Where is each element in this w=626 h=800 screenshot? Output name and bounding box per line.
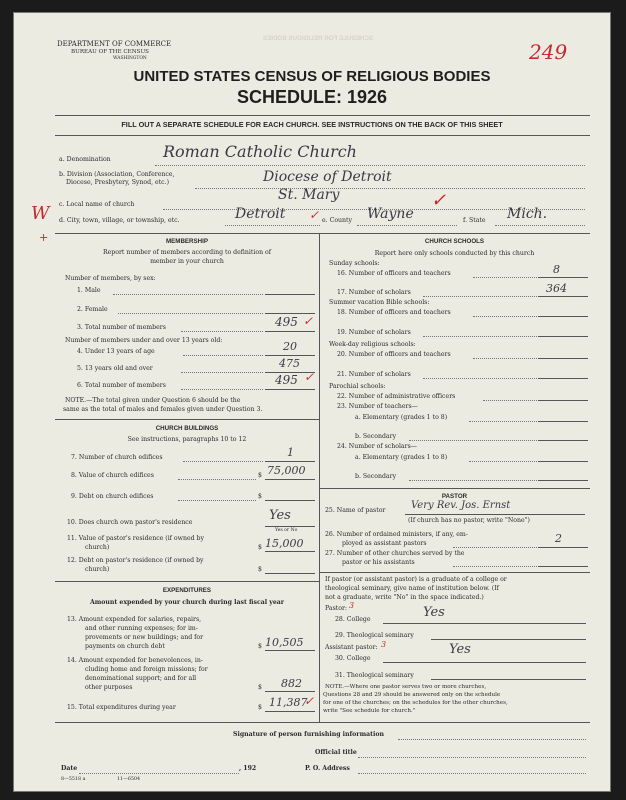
schools-heading: CHURCH SCHOOLS — [424, 238, 485, 245]
under-over-label: Number of members under and over 13 years old: — [65, 337, 223, 344]
assistant-mark: 3 — [381, 640, 387, 649]
q13-value[interactable]: 10,505 — [265, 636, 304, 649]
bureau-label: BUREAU OF THE CENSUS — [71, 49, 150, 55]
q29-label: 29. Theological seminary — [335, 632, 414, 639]
membership-heading: MEMBERSHIP — [166, 238, 208, 245]
q11-label-1: 11. Value of pastor's residence (if owned by — [67, 535, 204, 542]
q3-value[interactable]: 495 — [275, 315, 298, 329]
division-label-1: b. Division (Association, Conference, — [59, 171, 175, 178]
q10-value[interactable]: Yes — [269, 508, 291, 523]
q28-label: 28. College — [335, 616, 371, 623]
dept-label: DEPARTMENT OF COMMERCE — [57, 40, 172, 48]
q27-label-2: pastor or his assistants — [342, 559, 415, 566]
q4-label: 4. Under 13 years of age — [77, 348, 155, 355]
assistant-sub-label: Assistant pastor: — [325, 644, 378, 651]
q15-label: 15. Total expenditures during year — [67, 704, 176, 711]
grad-note-3: not a graduate, write "No" in the space indicated.) — [325, 594, 484, 601]
state-label: f. State — [463, 217, 486, 224]
q19-label: 19. Number of scholars — [337, 329, 411, 336]
official-title-label: Official title — [315, 749, 357, 756]
q27-label-1: 27. Number of other churches served by the — [325, 550, 465, 557]
q20-label: 20. Number of officers and teachers — [337, 351, 451, 358]
pastor-note-1: NOTE.—Where one pastor serves two or more churches, — [325, 684, 487, 690]
q14-label-2: cluding home and foreign missions; for — [85, 666, 208, 673]
city-label: d. City, town, village, or township, etc. — [59, 217, 180, 224]
q3-label: 3. Total number of members — [77, 324, 166, 331]
q16-label: 16. Number of officers and teachers — [337, 270, 451, 277]
membership-note-1: NOTE.—The total given under Question 6 should be the — [65, 397, 241, 404]
q2-label: 2. Female — [77, 306, 108, 313]
q30-label: 30. College — [335, 655, 371, 662]
expenditures-heading: EXPENDITURES — [162, 587, 212, 594]
date-label: Date — [61, 765, 78, 772]
denomination-value[interactable]: Roman Catholic Church — [163, 142, 357, 161]
form-number: 8—5518 a — [61, 777, 86, 782]
q15-check: ✓ — [304, 694, 315, 708]
q9-dollar: $ — [258, 493, 262, 500]
city-check: ✓ — [309, 208, 320, 222]
pastor-sub-label: Pastor: — [325, 605, 348, 612]
local-name-value[interactable]: St. Mary — [278, 187, 340, 203]
q13-dollar: $ — [258, 643, 262, 650]
q18-label: 18. Number of officers and teachers — [337, 309, 451, 316]
q14-label-4: other purposes — [85, 684, 133, 691]
q17-value[interactable]: 364 — [546, 282, 567, 295]
q25-hint: (If church has no pastor, write "None") — [408, 517, 530, 524]
membership-intro-2: member in your church — [150, 258, 224, 265]
denomination-label: a. Denomination — [59, 156, 111, 163]
q12-label-1: 12. Debt on pastor's residence (if owned by — [67, 557, 204, 564]
q4-value[interactable]: 20 — [283, 340, 297, 353]
q26-value[interactable]: 2 — [555, 532, 562, 545]
q13-label-3: provements or new buildings; and for — [85, 634, 204, 641]
q25-value[interactable]: Very Rev. Jos. Ernst — [411, 500, 511, 511]
buildings-heading: CHURCH BUILDINGS — [155, 425, 219, 432]
q22-label: 22. Number of administrative officers — [337, 393, 456, 400]
signature-label: Signature of person furnishing information — [233, 731, 384, 738]
q26-label-2: ployed as assistant pastors — [342, 540, 427, 547]
vacation-label: Summer vacation Bible schools: — [329, 299, 430, 306]
q31-label: 31. Theological seminary — [335, 672, 414, 679]
q14-dollar: $ — [258, 684, 262, 691]
census-schedule-form — [13, 12, 611, 792]
pastor-note-3: for one of the churches; on the schedules for the other churches, — [323, 700, 508, 706]
buildings-intro: See instructions, paragraphs 10 to 12 — [127, 436, 247, 443]
q5-value[interactable]: 475 — [279, 357, 300, 370]
q1-label: 1. Male — [77, 287, 101, 294]
q24-elementary-label: a. Elementary (grades 1 to 8) — [355, 454, 448, 461]
grad-note-1: If pastor (or assistant pastor) is a graduate of a college or — [325, 576, 507, 583]
q3-check: ✓ — [303, 314, 314, 328]
q11-label-2: church) — [85, 544, 110, 551]
schools-intro: Report here only schools conducted by this church — [374, 250, 535, 257]
q6-value[interactable]: 495 — [275, 373, 298, 387]
q25-label: 25. Name of pastor — [325, 507, 386, 514]
q14-label-3: denominational support; and for all — [85, 675, 197, 682]
division-value[interactable]: Diocese of Detroit — [263, 169, 392, 185]
grad-note-2: theological seminary, give name of institution below. (If — [325, 585, 499, 592]
q28-value[interactable]: Yes — [423, 605, 445, 620]
q11-dollar: $ — [258, 544, 262, 551]
margin-mark-w: W — [31, 203, 50, 224]
q5-label: 5. 13 years old and over — [77, 365, 153, 372]
city-label: WASHINGTON — [113, 56, 147, 61]
q6-check: ✓ — [304, 370, 315, 384]
pastor-note-2: Questions 28 and 29 should be answered only on the schedule — [323, 692, 501, 698]
q24-secondary-label: b. Secondary — [355, 473, 397, 480]
division-label-2: Diocese, Presbytery, Synod, etc.) — [66, 179, 170, 186]
q9-label: 9. Debt on church edifices — [71, 493, 154, 500]
page-number: 249 — [529, 40, 568, 64]
expenditures-intro: Amount expended by your church during last fiscal year — [89, 599, 285, 606]
pastor-heading: PASTOR — [441, 493, 468, 500]
q8-label: 8. Value of church edifices — [71, 472, 154, 479]
q13-label-2: and other running expenses; for im- — [85, 625, 198, 632]
parochial-label: Parochial schools: — [329, 383, 386, 390]
by-sex-label: Number of members, by sex: — [65, 275, 156, 282]
weekday-label: Week-day religious schools: — [329, 341, 416, 348]
q14-value[interactable]: 882 — [281, 677, 302, 690]
fill-out-instruction: FILL OUT A SEPARATE SCHEDULE FOR EACH CHURCH. SEE INSTRUCTIONS ON THE BACK OF THIS SHEET — [121, 120, 503, 129]
q23-label: 23. Number of teachers— — [337, 403, 418, 410]
pastor-note-4: write "See schedule for church." — [323, 708, 416, 714]
margin-mark-x: + — [39, 231, 49, 244]
q11-value[interactable]: 15,000 — [265, 537, 304, 550]
q17-label: 17. Number of scholars — [337, 289, 411, 296]
pastor-mark: 3 — [349, 601, 355, 610]
q26-label-1: 26. Number of ordained ministers, if any, em- — [325, 531, 468, 538]
q8-value[interactable]: 75,000 — [267, 464, 306, 477]
q16-value[interactable]: 8 — [553, 263, 560, 276]
q7-value[interactable]: 1 — [287, 446, 294, 459]
q30-value[interactable]: Yes — [449, 642, 471, 657]
q23-elementary-label: a. Elementary (grades 1 to 8) — [355, 414, 448, 421]
membership-intro-1: Report number of members according to definition of — [102, 249, 272, 256]
county-value[interactable]: Wayne — [367, 206, 414, 222]
q10-label: 10. Does church own pastor's residence — [67, 519, 193, 526]
q21-label: 21. Number of scholars — [337, 371, 411, 378]
q12-dollar: $ — [258, 566, 262, 573]
city-value[interactable]: Detroit — [235, 206, 286, 222]
q12-label-2: church) — [85, 566, 110, 573]
q13-label-4: payments on church debt — [85, 643, 165, 650]
bleed-through-text: SCHEDULE FOR RELIGIOUS BODIES — [263, 35, 374, 42]
year-label: , 192 — [239, 765, 257, 772]
q23-secondary-label: b. Secondary — [355, 433, 397, 440]
q10-hint: Yes or No — [275, 528, 298, 533]
form-subtitle: SCHEDULE: 1926 — [236, 87, 388, 107]
q6-label: 6. Total number of members — [77, 382, 166, 389]
q8-dollar: $ — [258, 472, 262, 479]
local-name-label: c. Local name of church — [59, 201, 135, 208]
form-title: UNITED STATES CENSUS OF RELIGIOUS BODIES — [133, 68, 491, 85]
sunday-label: Sunday schools: — [329, 260, 380, 267]
county-label: e. County — [322, 217, 353, 224]
q15-dollar: $ — [258, 704, 262, 711]
membership-note-2: same as the total of males and females given under Question 3. — [63, 406, 263, 413]
q24-label: 24. Number of scholars— — [337, 443, 417, 450]
po-address-label: P. O. Address — [305, 765, 350, 772]
print-number: 11—6504 — [117, 777, 141, 782]
q14-label-1: 14. Amount expended for benevolences, in- — [67, 657, 203, 664]
q13-label-1: 13. Amount expended for salaries, repairs, — [67, 616, 202, 623]
state-value[interactable]: Mich. — [507, 206, 548, 222]
county-check: ✓ — [431, 190, 447, 211]
q15-value[interactable]: 11,387 — [269, 696, 308, 709]
q7-label: 7. Number of church edifices — [71, 454, 163, 461]
